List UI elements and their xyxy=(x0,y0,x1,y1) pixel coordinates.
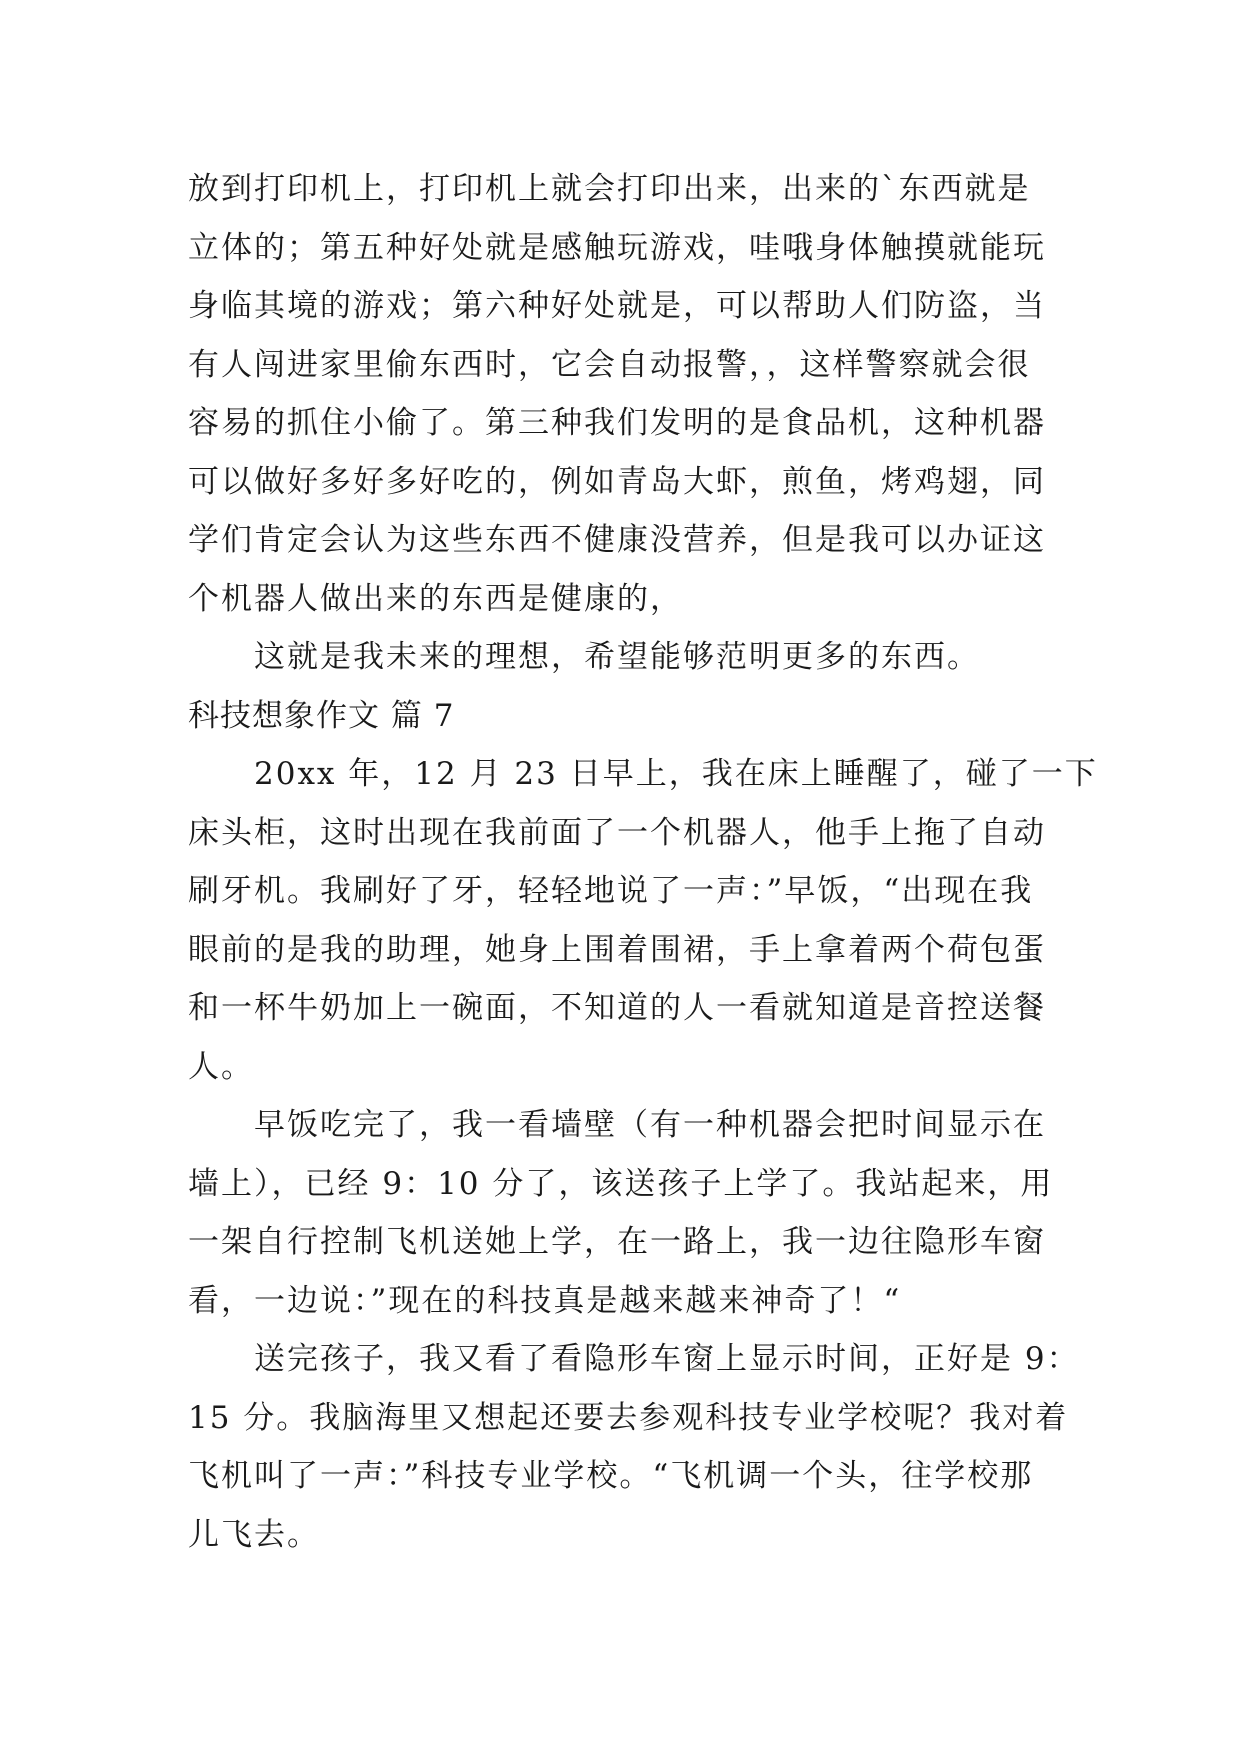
paragraph-line: 早饭吃完了，我一看墙壁（有一种机器会把时间显示在 xyxy=(188,1107,1046,1143)
paragraph-line: 飞机叫了一声：”科技专业学校。“飞机调一个头，往学校那 xyxy=(188,1458,1034,1494)
paragraph-line: 儿飞去。 xyxy=(188,1516,320,1553)
paragraph-line: 可以做好多好多好吃的，例如青岛大虾，煎鱼，烤鸡翅，同 xyxy=(188,463,1046,500)
essay-body xyxy=(188,160,1098,1564)
paragraph-line: 学们肯定会认为这些东西不健康没营养，但是我可以办证这 xyxy=(188,522,1046,558)
paragraph-line: 放到打印机上，打印机上就会打印出来，出来的`东西就是 xyxy=(188,171,1031,207)
paragraph-line: 看，一边说：”现在的科技真是越来越来神奇了！“ xyxy=(188,1282,902,1319)
paragraph-line: 身临其境的游戏；第六种好处就是，可以帮助人们防盗，当 xyxy=(188,288,1046,324)
paragraph-line: 和一杯牛奶加上一碗面，不知道的人一看就知道是音控送餐 xyxy=(188,990,1046,1026)
paragraph-line: 这就是我未来的理想，希望能够范明更多的东西。 xyxy=(188,639,980,675)
paragraph-line: 容易的抓住小偷了。第三种我们发明的是食品机，这种机器 xyxy=(188,405,1046,441)
paragraph-line: 眼前的是我的助理，她身上围着围裙，手上拿着两个荷包蛋 xyxy=(188,931,1046,968)
paragraph-line: 一架自行控制飞机送她上学，在一路上，我一边往隐形车窗 xyxy=(188,1224,1046,1260)
paragraph-line: 送完孩子，我又看了看隐形车窗上显示时间，正好是 9： xyxy=(188,1341,1080,1377)
paragraph-line: 20xx 年，12 月 23 日早上，我在床上睡醒了，碰了一下 xyxy=(188,756,1098,792)
paragraph-line: 刷牙机。我刷好了牙，轻轻地说了一声：”早饭，“出现在我 xyxy=(188,873,1034,909)
paragraph-line: 立体的；第五种好处就是感触玩游戏，哇哦身体触摸就能玩 xyxy=(188,229,1046,266)
paragraph-line: 15 分。我脑海里又想起还要去参观科技专业学校呢？我对着 xyxy=(188,1399,1069,1436)
paragraph-line: 有人闯进家里偷东西时，它会自动报警，，这样警察就会很 xyxy=(188,346,1031,383)
paragraph-line: 个机器人做出来的东西是健康的， xyxy=(188,580,683,617)
paragraph-line: 墙上），已经 9：10 分了，该送孩子上学了。我站起来，用 xyxy=(188,1165,1054,1202)
paragraph-line: 床头柜，这时出现在我前面了一个机器人，他手上拖了自动 xyxy=(188,814,1046,851)
paragraph-line: 人。 xyxy=(188,1048,254,1085)
section-heading: 科技想象作文 篇 7 xyxy=(188,697,455,734)
